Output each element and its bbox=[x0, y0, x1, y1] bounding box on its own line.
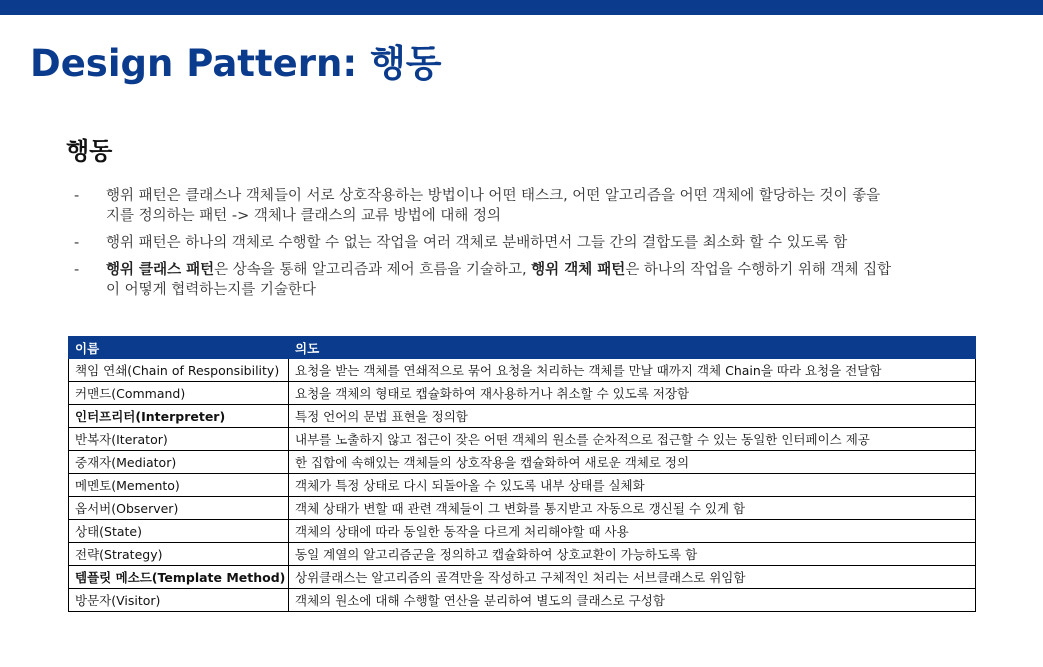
bullet-text: 행위 패턴은 하나의 객체로 수행할 수 없는 작업을 여러 객체로 분배하면서 그들 간의 결합도를 최소화 할 수 있도록 함 bbox=[106, 235, 848, 251]
pattern-intent-cell: 요청을 받는 객체를 연쇄적으로 묶어 요청을 처리하는 객체를 만날 때까지 객체 Chain을 따라 요청을 전달함 bbox=[289, 359, 976, 382]
top-accent-bar bbox=[0, 0, 1043, 15]
pattern-intent-cell: 객체 상태가 변할 때 관련 객체들이 그 변화를 통지받고 자동으로 갱신될 수 있게 함 bbox=[289, 497, 976, 520]
pattern-name-cell: 상태(State) bbox=[69, 520, 289, 543]
table-row bbox=[69, 359, 976, 382]
pattern-intent-cell: 상위클래스는 알고리즘의 골격만을 작성하고 구체적인 처리는 서브클래스로 위임함 bbox=[289, 566, 976, 589]
pattern-intent-cell: 동일 계열의 알고리즘군을 정의하고 캡슐화하여 상호교환이 가능하도록 함 bbox=[289, 543, 976, 566]
pattern-name-cell: 책임 연쇄(Chain of Responsibility) bbox=[69, 359, 289, 382]
table-row bbox=[69, 428, 976, 451]
pattern-name-cell: 인터프리터(Interpreter) bbox=[69, 405, 289, 428]
pattern-name-cell: 메멘토(Memento) bbox=[69, 474, 289, 497]
pattern-name-cell: 반복자(Iterator) bbox=[69, 428, 289, 451]
header-intent: 의도 bbox=[289, 337, 976, 359]
table-row bbox=[69, 451, 976, 474]
table-row bbox=[69, 497, 976, 520]
pattern-intent-cell: 객체의 상태에 따라 동일한 동작을 다르게 처리해야할 때 사용 bbox=[289, 520, 976, 543]
table-row bbox=[69, 405, 976, 428]
bullet-dash: - bbox=[74, 188, 80, 204]
bullet-dash: - bbox=[74, 262, 80, 278]
table-row bbox=[69, 382, 976, 405]
table-row bbox=[69, 520, 976, 543]
pattern-intent-cell: 객체의 원소에 대해 수행할 연산을 분리하여 별도의 클래스로 구성함 bbox=[289, 589, 976, 612]
pattern-name-cell: 전략(Strategy) bbox=[69, 543, 289, 566]
bullet-dash: - bbox=[74, 235, 80, 251]
bullet-item bbox=[74, 233, 894, 253]
pattern-name-cell: 방문자(Visitor) bbox=[69, 589, 289, 612]
table-row bbox=[69, 543, 976, 566]
section-heading: 행동 bbox=[66, 137, 113, 165]
pattern-intent-cell: 요청을 객체의 형태로 캡슐화하여 재사용하거나 취소할 수 있도록 저장함 bbox=[289, 382, 976, 405]
table-row bbox=[69, 474, 976, 497]
pattern-intent-cell: 내부를 노출하지 않고 접근이 잦은 어떤 객체의 원소를 순차적으로 접근할 수 있는 동일한 인터페이스 제공 bbox=[289, 428, 976, 451]
pattern-name-cell: 템플릿 메소드(Template Method) bbox=[69, 566, 289, 589]
header-name: 이름 bbox=[69, 337, 289, 359]
slide-title: Design Pattern: 행동 bbox=[30, 42, 442, 85]
pattern-name-cell: 커맨드(Command) bbox=[69, 382, 289, 405]
table-row bbox=[69, 566, 976, 589]
bullet-bold-term: 행위 객체 패턴 bbox=[531, 262, 626, 278]
table-body bbox=[69, 359, 976, 612]
pattern-table bbox=[68, 336, 976, 612]
table-header-row bbox=[69, 337, 976, 359]
pattern-name-cell: 옵서버(Observer) bbox=[69, 497, 289, 520]
bullet-list bbox=[74, 186, 894, 307]
table-row bbox=[69, 589, 976, 612]
bullet-text-tail: 은 하나의 작업을 수행하기 위해 객체 집합이 어떻게 협력하는지를 기술한다 bbox=[106, 262, 892, 298]
bullet-item bbox=[74, 260, 894, 300]
bullet-item bbox=[74, 186, 894, 226]
bullet-text: 행위 패턴은 클래스나 객체들이 서로 상호작용하는 방법이나 어떤 태스크, 어떤 알고리즘을 어떤 객체에 할당하는 것이 좋을지를 정의하는 패턴 -> 객체나 클래스의 교류 방법에 대해 정의 bbox=[106, 188, 881, 224]
bullet-text: 은 상속을 통해 알고리즘과 제어 흐름을 기술하고, bbox=[214, 262, 532, 278]
pattern-intent-cell: 특정 언어의 문법 표현을 정의함 bbox=[289, 405, 976, 428]
pattern-intent-cell: 객체가 특정 상태로 다시 되돌아올 수 있도록 내부 상태를 실체화 bbox=[289, 474, 976, 497]
bullet-bold-term: 행위 클래스 패턴 bbox=[106, 262, 215, 278]
pattern-intent-cell: 한 집합에 속해있는 객체들의 상호작용을 캡슐화하여 새로운 객체로 정의 bbox=[289, 451, 976, 474]
pattern-name-cell: 중재자(Mediator) bbox=[69, 451, 289, 474]
